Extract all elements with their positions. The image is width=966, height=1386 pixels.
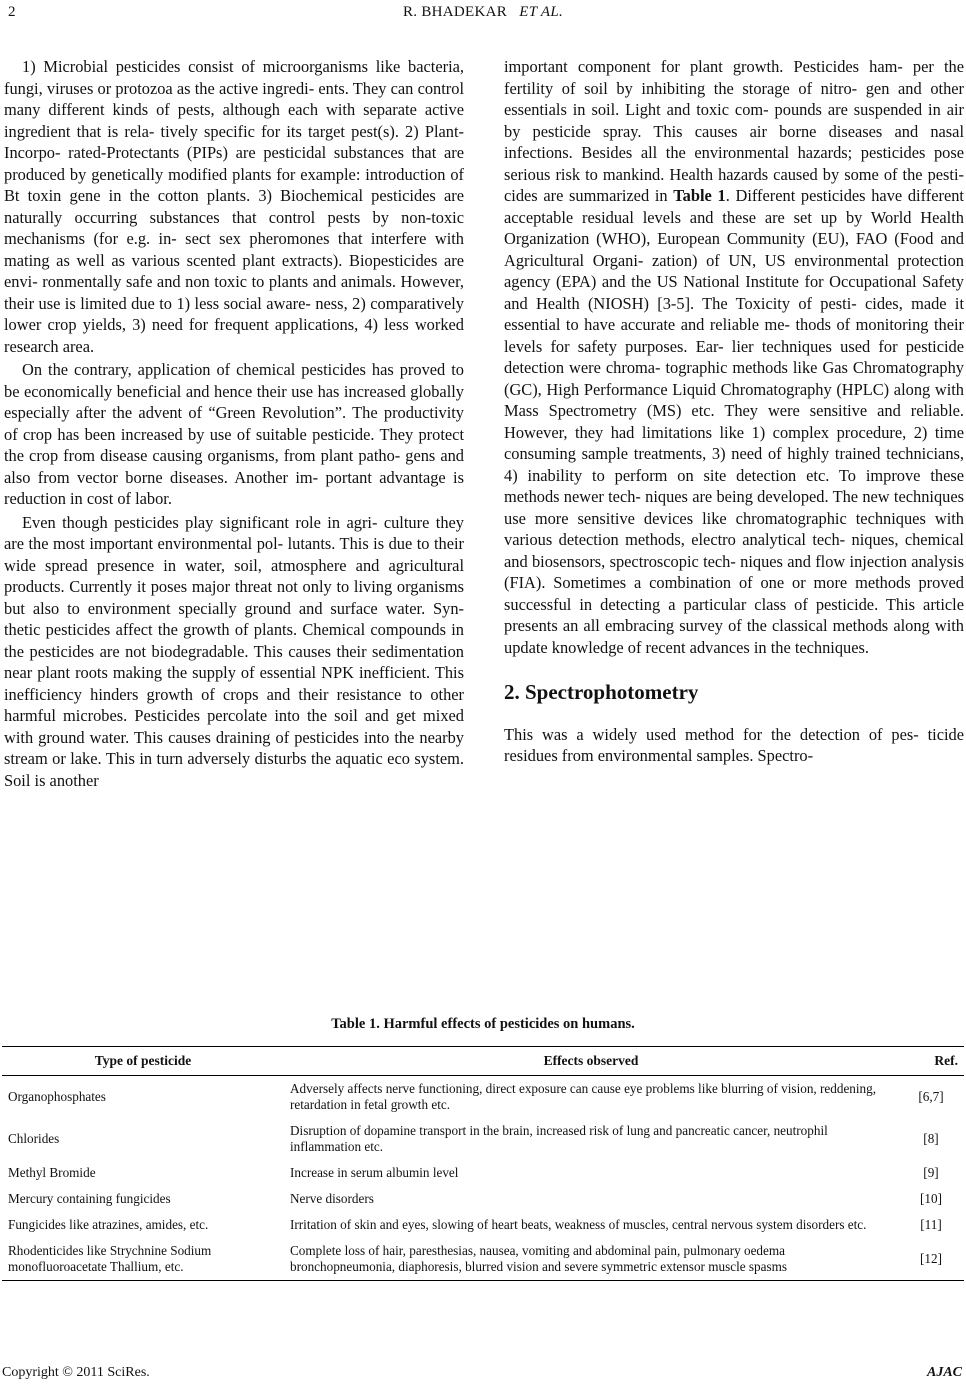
table-cell-ref[interactable]: [10]: [920, 1191, 942, 1206]
table-1: [2, 1046, 964, 1281]
table-cell-effects: Nerve disorders: [290, 1191, 374, 1206]
footer-copyright: Copyright © 2011 SciRes.: [2, 1365, 150, 1380]
paragraph-spectrophotometry: This was a widely used method for the detection of pes- ticide residues from environmental samples. Spectro-: [504, 724, 964, 765]
table-cell-effects: Disruption of dopamine transport in the brain, increased risk of lung and pancreatic cancer, neutrophil inflammation etc.: [290, 1123, 828, 1154]
table-header-ref: Ref.: [898, 1047, 964, 1076]
table-cell-ref[interactable]: [8]: [923, 1131, 939, 1146]
table-cell-effects: Complete loss of hair, paresthesias, nausea, vomiting and abdominal pain, pulmonary oedema bronchopneumonia, diaphoresis, blurred vision and severe symmetric extensor muscle spasms: [284, 1238, 898, 1281]
section-heading-spectrophotometry: 2. Spectrophotometry: [504, 680, 699, 704]
table-header-row: [2, 1047, 964, 1076]
table-row: [2, 1238, 964, 1281]
table-1-caption: Table 1. Harmful effects of pesticides on humans.: [331, 1016, 635, 1032]
table-row: [2, 1160, 964, 1186]
footer-journal: AJAC: [926, 1365, 962, 1380]
table-cell-type: Methyl Bromide: [8, 1165, 96, 1180]
table-cell-effects: Irritation of skin and eyes, slowing of heart beats, weakness of muscles, central nervous system disorders etc.: [290, 1217, 867, 1232]
table-row: [2, 1186, 964, 1212]
table-cell-ref[interactable]: [9]: [923, 1165, 939, 1180]
table-cell-type: Organophosphates: [8, 1089, 106, 1104]
left-column: [4, 56, 464, 791]
table-cell-effects: Increase in serum albumin level: [290, 1165, 459, 1180]
right-column: [504, 56, 964, 767]
running-title: [0, 4, 966, 21]
table-cell-type: Chlorides: [8, 1131, 60, 1146]
running-title-etal: ET AL.: [519, 4, 564, 20]
paragraph-biopesticide-types: 1) Microbial pesticides consist of microorganisms like bacteria, fungi, viruses or protozoa as the active ingredi- ents. They can control many different kinds of pests, although each with separate active ingredient that is rela- tively specific for its target pest(s). 2) Plant-Incorpo- rated-Protectants (PIPs) are pesticidal substances that are produced by genetically modified plants for example: introduction of Bt toxin gene in the cotton plants. 3) Biochemical pesticides are naturally occurring substances that control pests by non-toxic mechanisms (for e.g. in- sect sex pheromones that interfere with mating as well as various scented plant extracts). Biopesticides are envi- ronmentally safe and non toxic to plants and animals. However, their use is limited due to 1) less social aware- ness, 2) comparatively lower crop yields, 3) need for frequent applications, 4) less worked research area.: [4, 57, 464, 356]
paragraph-environmental-pollutants: Even though pesticides play significant role in agri- culture they are the most important environmental pol- lutants. This is due to their wide spread presence in water, soil, atmosphere and agricultural products. Currently it poses major threat not only to living organisms but also to environment specially ground and surface water. Syn- thetic pesticides affect the growth of plants. Chemical compounds in the pesticides are not biodegradable. This causes their sedimentation near plant roots making the supply of essential NPK inefficient. This inefficiency hinders growth of crops and their resistance to other harmful microbes. Pesticides percolate into the soil and get mixed with ground water. This causes draining of pesticides into the nearby stream or lake. This in turn adversely disturbs the aquatic eco system. Soil is another: [4, 512, 464, 790]
paragraph-chemical-pesticides: On the contrary, application of chemical pesticides has proved to be economically beneficial and hence their use has increased globally especially after the advent of “Green Revolution”. The productivity of crop has been increased by use of suitable pesticide. They protect the crop from disease causing organisms, from plant patho- gens and also from vector borne diseases. Another im- portant advantage is reduction in cost of labor.: [4, 360, 464, 508]
page-number: 2: [8, 4, 16, 20]
table-cell-type: Fungicides like atrazines, amides, etc.: [8, 1217, 209, 1232]
table-cell-ref[interactable]: [6,7]: [918, 1089, 944, 1104]
paragraph-health-hazards: [504, 56, 964, 658]
table-cell-type: Mercury containing fungicides: [8, 1191, 171, 1206]
table-row: [2, 1212, 964, 1238]
table-cell-ref[interactable]: [11]: [920, 1217, 942, 1232]
running-title-author: R. BHADEKAR: [402, 4, 508, 20]
table-cell-type: Rhodenticides like Strychnine Sodium monofluoroacetate Thallium, etc.: [2, 1238, 284, 1281]
table-header-type: Type of pesticide: [2, 1047, 284, 1076]
table-row: [2, 1118, 964, 1160]
table-row: [2, 1076, 964, 1119]
paragraph-health-hazards-part2: . Different pesticides have different acceptable residual levels and these are set up by World Health Organization (WHO), European Community (EU), FAO (Food and Agricultural Organi- zation) of UN, US environmental protection agency (EPA) and the US National Institute for Occupational Safety and Health (NIOSH) [3-5]. The Toxicity of pesti- cides, made it essential to have accurate and reliable me- thods of monitoring their levels for safety purposes. Ear- lier techniques used for pesticide detection were chroma- tographic methods like Gas Chromatography (GC), High Performance Liquid Chromatography (HPLC) along with Mass Spectrometry (MS) etc. They were sensitive and reliable. However, they had limitations like 1) complex procedure, 2) time consuming sample treatments, 3) need of highly trained technicians, 4) inability to perform on site detection etc. To improve these methods newer tech- niques are being developed. The new techniques use more sensitive devices like chromatographic techniques with various detection methods, electro analytical tech- niques, chemical and biosensors, spectroscopic tech- niques and flow injection analysis (FIA). Sometimes a combination of one or more methods proved successful in detecting a particular class of pesticide. This article presents an all embracing survey of the classical methods along with update knowledge of recent advances in the techniques.: [504, 186, 964, 657]
table-header-effects: Effects observed: [284, 1047, 898, 1076]
table-cell-effects: Adversely affects nerve functioning, direct exposure can cause eye problems like blurring of vision, reddening, retardation in fetal growth etc.: [290, 1081, 877, 1112]
table-cell-ref[interactable]: [12]: [898, 1238, 964, 1281]
table-1-reference[interactable]: Table 1: [673, 186, 726, 205]
paragraph-health-hazards-part1: important component for plant growth. Pesticides ham- per the fertility of soil by inhibiting the storage of nitro- gen and other essentials in soil. Light and toxic com- pounds are suspended in air by pesticide spray. This causes air borne diseases and nasal infections. Besides all the environmental hazards; pesticides pose serious risk to mankind. Health hazards caused by some of the pesti- cides are summarized in: [504, 57, 964, 205]
